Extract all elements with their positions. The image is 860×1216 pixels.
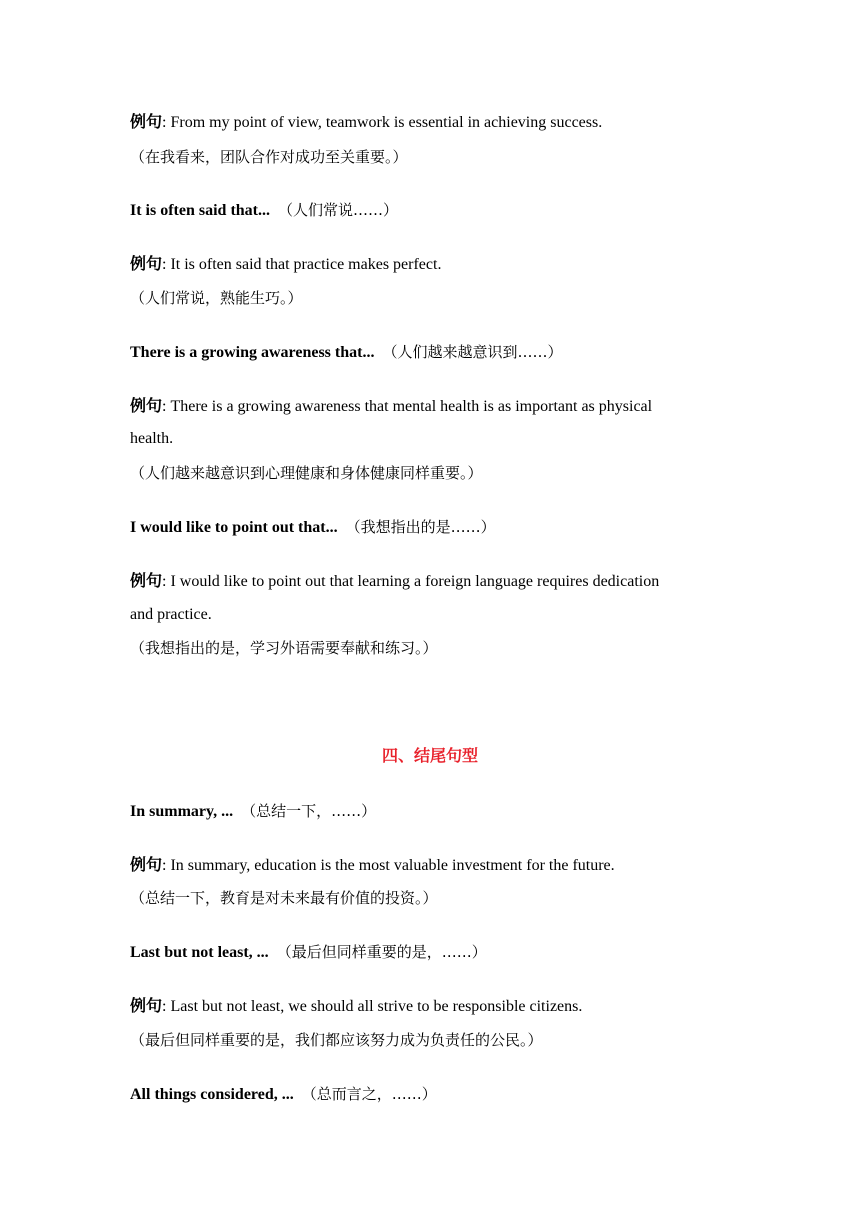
phrase-translation: （最后但同样重要的是，……） [276,943,487,961]
example-translation: （在我看来，团队合作对成功至关重要。） [130,148,408,166]
phrase-english: There is a growing awareness that... [130,344,375,361]
example-label: 例句 [130,855,163,874]
example-label: 例句 [130,996,163,1015]
example-translation: （我想指出的是，学习外语需要奉献和练习。） [130,639,438,657]
example-english: : From my point of view, teamwork is essential in achieving success. [162,114,603,131]
example-english: : Last but not least, we should all strive to be responsible citizens. [162,998,583,1015]
example-english-continued: health. [130,430,174,447]
phrase-english: Last but not least, ... [130,944,269,961]
phrase-line [130,517,496,538]
example-english: : I would like to point out that learning a foreign language requires dedication [162,573,660,590]
example-translation: （人们常说，熟能生巧。） [130,289,303,307]
example-sentence-line [130,396,652,417]
phrase-translation: （总而言之，……） [301,1085,437,1103]
example-translation: （人们越来越意识到心理健康和身体健康同样重要。） [130,464,483,482]
example-english-continued: and practice. [130,606,212,623]
example-sentence-line [130,112,602,133]
phrase-english: In summary, ... [130,803,234,820]
phrase-line [130,342,562,363]
example-english: : It is often said that practice makes perfect. [162,256,442,273]
example-sentence-line [130,996,582,1017]
example-label: 例句 [130,396,163,415]
example-english: : There is a growing awareness that mental health is as important as physical [162,398,653,415]
example-english: : In summary, education is the most valuable investment for the future. [162,857,615,874]
example-sentence-line [130,254,441,275]
phrase-line [130,942,487,963]
phrase-english: All things considered, ... [130,1086,294,1103]
phrase-translation: （总结一下，……） [241,802,377,820]
example-sentence-line [130,855,615,876]
phrase-line [130,801,376,822]
phrase-translation: （我想指出的是……） [345,518,496,536]
phrase-translation: （人们越来越意识到……） [382,343,563,361]
phrase-line [130,200,398,221]
phrase-english: I would like to point out that... [130,519,338,536]
example-translation: （总结一下，教育是对未来最有价值的投资。） [130,889,438,907]
phrase-line [130,1084,437,1105]
section-heading: 四、结尾句型 [381,746,478,765]
phrase-english: It is often said that... [130,202,271,219]
example-label: 例句 [130,254,163,273]
example-translation: （最后但同样重要的是，我们都应该努力成为负责任的公民。） [130,1031,543,1049]
example-sentence-line [130,571,659,592]
example-label: 例句 [130,112,163,131]
phrase-translation: （人们常说……） [278,201,399,219]
example-label: 例句 [130,571,163,590]
